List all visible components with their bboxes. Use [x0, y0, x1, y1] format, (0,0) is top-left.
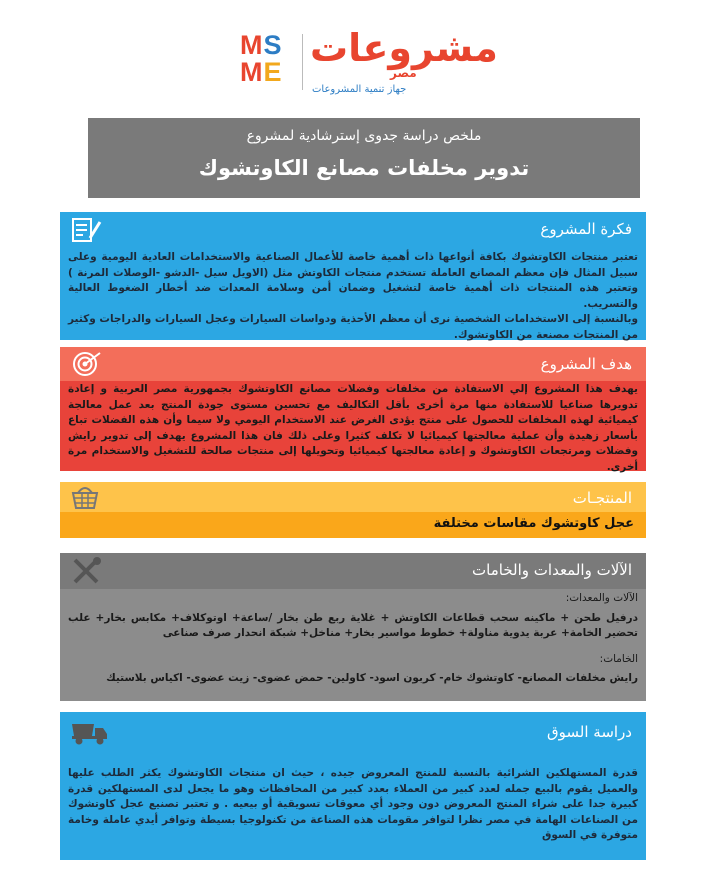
title-banner: [88, 118, 640, 198]
section-goal-title: هدف المشروع: [540, 355, 632, 373]
raw-materials-label: الخامات:: [599, 652, 638, 665]
section-market-title: دراسة السوق: [547, 723, 632, 741]
section-idea-title: فكرة المشروع: [540, 220, 632, 238]
products-list: عجل كاوتشوك مقاسات مختلفة: [433, 516, 634, 531]
section-goal-body: [60, 381, 646, 471]
page-subtitle: ملخص دراسة جدوى إسترشادية لمشروع: [246, 128, 482, 144]
logo-agency: جهاز تنمية المشروعات: [312, 84, 407, 95]
goal-paragraph: يهدف هذا المشروع إلي الاستفادة من مخلفات وفضلات مصانع الكاوتشوك بجمهورية مصر العربية و إعادة تدويرها صناعيا للاستفادة منها مرة أخرى بأقل التكاليف مع تحسين مستوى جودة المنتج بعد عمل معالجة كيميائية لهذه المخلفات للحصول على منتج يؤدى الغرض عند الاستخدام اليومي ولا سيما وأن هذه الفضلات تباع بأسعار زهيدة وأن عملية معالجتها كيميائيا لا تكلف كثيرا وعلى ذلك فان هذا المشروع يهدف إلى تدوير رايش وفضلات ومرتجعات الكاوتشوك و إعادة معالجتها كيميائيا وتحويلها إلى منتجات صالحة للتشغيل والاستخدام مرة أخرى.: [68, 383, 638, 473]
section-equipment-title: الآلات والمعدات والخامات: [472, 561, 632, 579]
section-goal-header: [60, 347, 646, 381]
document-edit-icon: [70, 216, 104, 244]
section-idea-body: [60, 248, 646, 340]
section-products-header: [60, 482, 646, 512]
raw-materials-list: رايش مخلفات المصانع- كاوتشوك خام- كربون اسود- كاولين- حمض عضوى- زيت عضوى- اكياس بلاستيك: [106, 672, 638, 684]
section-equipment-body: [60, 589, 646, 701]
section-equipment-header: [60, 553, 646, 589]
target-icon: [70, 350, 104, 378]
market-paragraph: قدرة المستهلكين الشرائية بالنسبة للمنتج المعروض جيده ، حيث ان منتجات الكاوتشوك يكثر الطلب عليها والعميل يقوم بالبيع جمله لعدد كبير من العملاء بعدد كبير من المحافظات وهو ما يجعل لدى المستهلكين قدرة كبيرة جدا على شراء المنتج المعروض دون وجود أي معوقات تسويقية أو بيعيه . و تعتبر تصنيع عجل كاوتشوك من الصناعات الهامة في مصر نظرا لتوافر مقومات هذه الصناعة من تكنولوجيا بسيطة وتوافر أيدي عاملة وخامة متوفرة في السوق: [68, 767, 638, 841]
basket-icon: [70, 483, 104, 511]
page-title: تدوير مخلفات مصانع الكاوتشوك: [198, 156, 530, 180]
equipment-list: درفيل طحن + ماكينه سحب قطاعات الكاوتش + غلاية ربع طن بخار /ساعة+ اوتوكلاف+ مكابس بخار+ علب تحضير الخامة+ عربة يدوية مناولة+ خطوط مواسير بخار+ مناخل+ شبكة انحدار صرف صناعى: [68, 611, 638, 639]
section-market-body: [60, 752, 646, 860]
equipment-label: الآلات والمعدات:: [565, 592, 638, 604]
brand-logo: [240, 26, 498, 100]
section-products-title: المنتجـات: [572, 489, 632, 507]
tools-icon: [70, 557, 104, 585]
idea-paragraph-2: وبالنسبة إلى الاستخدامات الشخصية نرى أن معظم الأحذية ودواسات السيارات وعجل السيارات والدراجات وكثير من المنتجات مصنعة من الكاوتشوك.: [68, 313, 638, 341]
logo-divider: [302, 34, 303, 90]
section-idea-header: [60, 212, 646, 248]
msme-logo-mark: MS ME: [240, 30, 283, 87]
logo-arabic-name: مشروعات: [310, 26, 498, 70]
dump-truck-icon: [70, 718, 110, 746]
idea-paragraph-1: تعتبر منتجات الكاوتشوك بكافة أنواعها ذات أهمية خاصة للأعمال الصناعية والاستخدامات العادية اليومية وعلى سبيل المثال فإن معظم المصانع العاملة تستخدم منتجات الكاوتش مثل (الاويل سيل -الدشو -الوصلات المرنة ) وتعتبر هذه المنتجات ذات أهمية خاصة لتشغيل وضمان أمن وسلامة المعدات ضد أخطار الضغوط العالية والتسريب.: [68, 251, 638, 310]
section-products-body: [60, 512, 646, 538]
logo-country: مصر: [390, 66, 417, 80]
section-market-header: [60, 712, 646, 752]
